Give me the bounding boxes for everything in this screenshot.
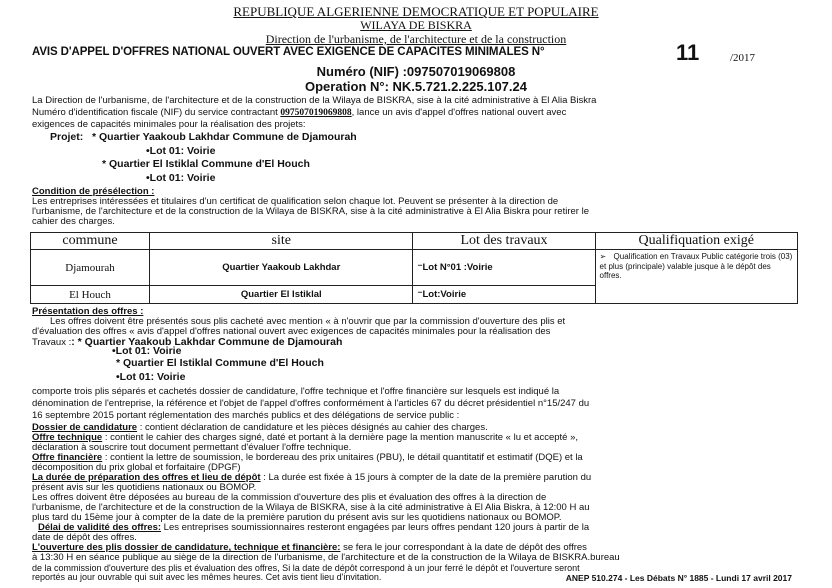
col-lot: Lot des travaux	[413, 233, 595, 250]
preselection-text-2: l'urbanisme, de l'architecture et de la construction de la Wilaya de BISKRA, sise à la cité administrative à El Alia Biskra pour retirer le	[32, 206, 589, 217]
avis-title: AVIS D'APPEL D'OFFRES NATIONAL OUVERT AVEC EXIGENCE DE CAPACITES MINIMALES N°	[32, 46, 545, 58]
presentation-project-1: : * Quartier Yaakoub Lakhdar Commune de Djamourah	[71, 336, 343, 348]
offre-financiere-label: Offre financière	[32, 452, 103, 463]
table-header-row	[31, 233, 798, 250]
table-row	[31, 250, 798, 286]
duree-text-4: l'urbanisme, de l'architecture et de la construction de la Wilaya de BISKRA, sise à la cité administrative à El Alia Biskra, à 12:00 H au	[32, 502, 590, 513]
col-site: site	[150, 233, 413, 250]
offre-financiere-text-2: décomposition du prix global et forfaitaire (DPGF)	[32, 462, 241, 473]
presentation-text-3	[32, 336, 342, 349]
ouverture-text-4: reportés au jour ouvrable qui suit avec les mêmes heures. Cet avis tient lieu d'invitation.	[32, 572, 382, 582]
intro-line-1: La Direction de l'urbanisme, de l'architecture et de la construction de la Wilaya de BISKRA, sise à la cité administrative à El Alia Biskra	[32, 95, 597, 106]
project-1: * Quartier Yaakoub Lakhdar Commune de Djamourah	[92, 131, 357, 143]
body-line-2: dénomination de l'entreprise, la référence et l'objet de l'appel d'offres conformément à l'articles 67 du décret présidentiel n°15/247 du	[32, 398, 590, 409]
project-2: * Quartier El Istiklal Commune d'El Houch	[102, 158, 310, 170]
intro-nif: 097507019069808	[280, 108, 352, 118]
nif-title: Numéro (NIF) :097507019069808	[316, 64, 516, 79]
intro-line-2a: Numéro d'identification fiscale (NIF) du service contractant	[32, 107, 278, 118]
dossier-candidature-label: Dossier de candidature	[32, 422, 138, 433]
presentation-travaux: Travaux :	[32, 337, 72, 348]
project-1-lot: •Lot 01: Voirie	[146, 145, 216, 157]
presentation-lot-1: •Lot 01: Voirie	[112, 345, 182, 357]
presentation-text-1: Les offres doivent être présentés sous plis cacheté avec mention « à n'ouvrir que par la commission d'ouverture des plis et	[50, 316, 566, 327]
preselection-title: Condition de présélection :	[32, 186, 155, 197]
cell-lot-text: Lot:Voirie	[422, 289, 467, 300]
lots-table	[30, 232, 798, 304]
intro-line-2	[32, 107, 566, 119]
duree-label: La durée de préparation des offres et lieu de dépôt	[32, 472, 261, 483]
cell-lot: ⁻Lot N°01 :Voirie	[413, 250, 595, 286]
dossier-candidature-text: : contient déclaration de candidature et les pièces désignés au cahier des charges.	[137, 422, 488, 433]
project-label: Projet:	[50, 131, 84, 143]
preselection-text-3: cahier des charges.	[32, 216, 115, 227]
project-2-lot: •Lot 01: Voirie	[146, 172, 216, 184]
avis-number: 11	[676, 40, 700, 65]
republic-title: REPUBLIQUE ALGERIENNE DEMOCRATIQUE ET POPULAIRE	[233, 4, 599, 19]
cell-lot-text: Lot N°01 :Voirie	[422, 262, 493, 273]
body-line-3: 16 septembre 2015 portant réglementation des marchés publics et des délégations de service public :	[32, 410, 460, 421]
ouverture-text-2: à 13:30 H en séance publique au siège de la direction de l'urbanisme, de l'architecture et de la construction de la Wilaya de BISKRA.bureau	[32, 552, 620, 563]
cell-site: Quartier Yaakoub Lakhdar	[150, 250, 413, 286]
wilaya-title: WILAYA DE BISKRA	[360, 18, 472, 32]
duree-text-5: plus tard du 15ème jour à compter de la date de la première parution du présent avis sur les quotidiens nationaux ou BOMOP.	[32, 512, 562, 523]
col-qualification: Qualifiquation exigé	[595, 233, 797, 250]
body-line-1: comporte trois plis séparés et cachetés dossier de candidature, l'offre technique et l'offre financière sur lesquels est indiqué la	[32, 386, 560, 397]
cell-qualification	[595, 250, 797, 304]
direction-title: Direction de l'urbanisme, de l'architecture et de la construction	[265, 32, 567, 46]
validite-text-1: Les entreprises soumissionnaires resteront engagées par leurs offres pendant 120 jours à partir de la	[161, 522, 590, 533]
footer-publication: ANEP 510.274 - Les Débats N° 1885 - Lundi 17 avril 2017	[565, 573, 792, 583]
duree-text-2: présent avis sur les quotidiens nationaux ou BOMOP.	[32, 482, 257, 493]
offre-financiere-text: : contient la lettre de soumission, le bordereau des prix unitaires (PBU), le détail quantitatif et estimatif (DQE) et la	[102, 452, 583, 463]
cell-lot: ⁻Lot:Voirie	[413, 286, 595, 304]
intro-line-2b: , lance un avis d'appel d'offres national ouvert avec	[351, 107, 567, 118]
presentation-project-2: * Quartier El Istiklal Commune d'El Houch	[116, 357, 324, 369]
validite-text-2: date de dépôt des offres.	[32, 532, 137, 543]
arrow-icon: ➢	[599, 252, 607, 261]
presentation-text-2: d'évaluation des offres « avis d'appel d'offres national ouvert avec exigences de capacités minimales pour la réalisation des	[32, 326, 551, 337]
presentation-title: Présentation des offres :	[32, 306, 144, 317]
presentation-lot-2: •Lot 01: Voirie	[116, 371, 186, 383]
cell-qualification-text: Qualification en Travaux Public catégorie trois (03) et plus (principale) valable jusque à le dépôt des offres.	[599, 252, 793, 280]
preselection-text-1: Les entreprises intéressées et titulaires d'un certificat de qualification selon chaque lot. Peuvent se présenter à la direction de	[32, 196, 559, 207]
cell-commune: El Houch	[31, 286, 150, 304]
intro-line-3: exigences de capacités minimales pour la réalisation des projets:	[32, 119, 306, 130]
cell-commune: Djamourah	[31, 250, 150, 286]
ouverture-text-3: de la commission d'ouverture des plis et évaluation des offres, Si la date de dépôt correspond à un jour ferré le dépôt et l'ouverture seront	[32, 563, 580, 573]
operation-title: Operation N°: NK.5.721.2.225.107.24	[305, 79, 527, 94]
validite-label: Délai de validité des offres:	[38, 522, 162, 533]
offre-technique-text: : contient le cahier des charges signé, daté et portant à la dernière page la mention manuscrite « lu et accepté »,	[102, 432, 579, 443]
ouverture-text-1: se fera le jour correspondant à la date de dépôt des offres	[340, 542, 587, 553]
offre-technique-label: Offre technique	[32, 432, 103, 443]
duree-text-3: Les offres doivent être déposées au bureau de la commission d'ouverture des plis et évaluation des offres à la direction de	[32, 492, 547, 503]
ouverture-label: L'ouverture des plis dossier de candidature, technique et financière:	[32, 542, 341, 553]
duree-text-1: : La durée est fixée à 15 jours à compter de la date de la première parution du	[260, 472, 592, 483]
avis-year: /2017	[730, 52, 756, 64]
col-commune: commune	[31, 233, 150, 250]
offre-technique-text-2: déclaration à souscrire tout document permettant d'évaluer l'offre technique.	[32, 442, 352, 453]
cell-site: Quartier El Istiklal	[150, 286, 413, 304]
